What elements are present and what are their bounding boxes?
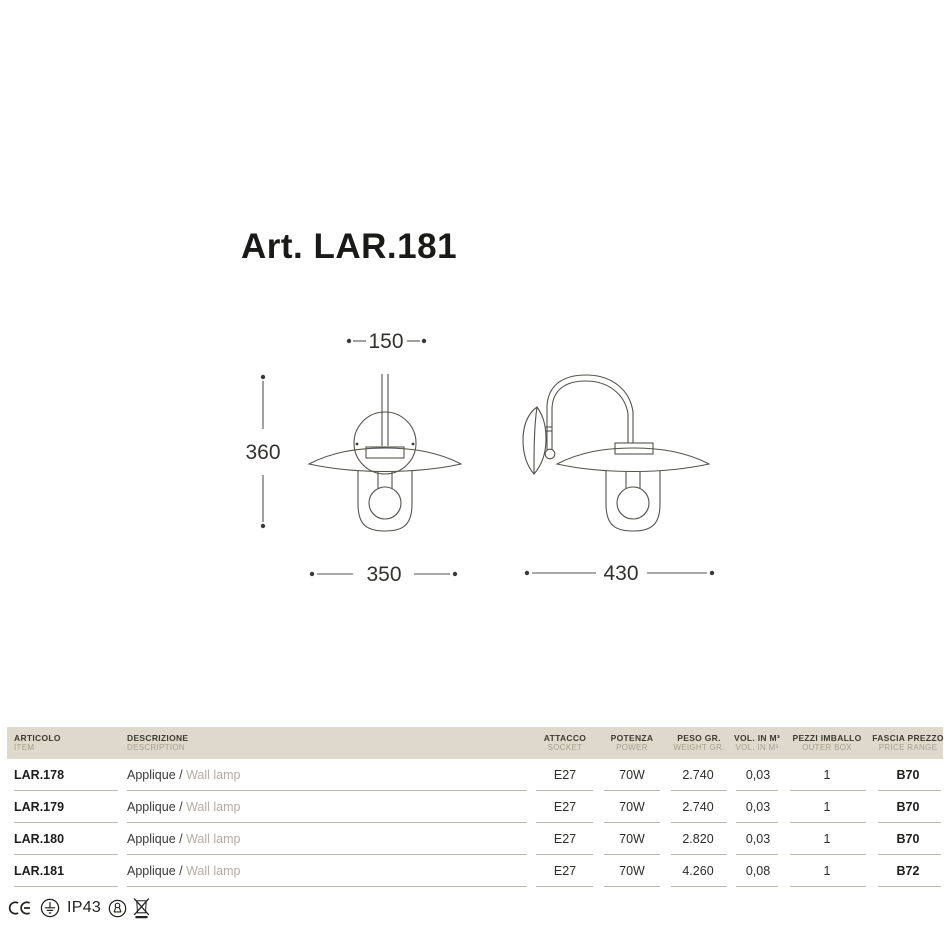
class1-earth-icon <box>40 898 60 918</box>
header-volume: VOL. IN M³ VOL. IN M³ <box>734 733 780 752</box>
dimension-label-bottom-width: 350 <box>366 563 402 586</box>
weee-crossed-bin-icon <box>132 897 151 920</box>
side-view-drawing <box>523 375 714 585</box>
table-row <box>0 759 950 791</box>
header-peso: PESO GR. WEIGHT GR. <box>673 733 725 752</box>
power-value: 70W <box>619 864 645 878</box>
item-description: Applique / Wall lamp <box>127 832 241 846</box>
socket-value: E27 <box>553 800 577 814</box>
side-depth-dimension <box>525 562 714 585</box>
weight-value: 2.820 <box>682 832 714 846</box>
socket-value: E27 <box>553 768 577 782</box>
front-view-drawing <box>245 330 461 586</box>
item-description: Applique / Wall lamp <box>127 864 241 878</box>
front-height-dimension <box>245 375 280 528</box>
power-value: 70W <box>619 768 645 782</box>
item-description: Applique / Wall lamp <box>127 768 241 782</box>
weight-value: 4.260 <box>682 864 714 878</box>
row-divider <box>14 886 118 887</box>
header-pezzi-imballo: PEZZI IMBALLO OUTER BOX <box>792 733 862 752</box>
table-row <box>0 855 950 887</box>
price-range-value: B70 <box>896 768 920 782</box>
weight-value: 2.740 <box>682 768 714 782</box>
socket-value: E27 <box>553 864 577 878</box>
ip-rating-label: IP43 <box>67 899 102 916</box>
table-row <box>0 791 950 823</box>
price-range-value: B72 <box>896 864 920 878</box>
lamp-symbol-icon <box>108 899 127 918</box>
header-fascia-prezzo: FASCIA PREZZO PRICE RANGE <box>872 733 944 752</box>
outer-box-value: 1 <box>823 800 831 814</box>
page-title: Art. LAR.181 <box>241 227 458 266</box>
header-potenza: POTENZA POWER <box>610 733 654 752</box>
table-row <box>0 823 950 855</box>
outer-box-value: 1 <box>823 864 831 878</box>
dimension-label-height: 360 <box>245 441 281 464</box>
certification-icons <box>8 894 151 922</box>
volume-value: 0,03 <box>745 800 771 814</box>
spec-table-header <box>7 727 943 759</box>
volume-value: 0,03 <box>745 832 771 846</box>
ce-mark-icon <box>8 899 35 917</box>
item-code: LAR.180 <box>14 832 65 846</box>
header-articolo: ARTICOLO ITEM <box>14 733 61 752</box>
dimension-label-depth: 430 <box>603 562 639 585</box>
front-bottom-dimension <box>310 563 457 586</box>
item-description: Applique / Wall lamp <box>127 800 241 814</box>
volume-value: 0,03 <box>745 768 771 782</box>
outer-box-value: 1 <box>823 768 831 782</box>
power-value: 70W <box>619 832 645 846</box>
weight-value: 2.740 <box>682 800 714 814</box>
item-code: LAR.179 <box>14 800 65 814</box>
header-attacco: ATTACCO SOCKET <box>543 733 587 752</box>
outer-box-value: 1 <box>823 832 831 846</box>
volume-value: 0,08 <box>745 864 771 878</box>
price-range-value: B70 <box>896 800 920 814</box>
item-code: LAR.178 <box>14 768 65 782</box>
item-code: LAR.181 <box>14 864 65 878</box>
socket-value: E27 <box>553 832 577 846</box>
power-value: 70W <box>619 800 645 814</box>
front-top-dimension <box>347 330 426 353</box>
price-range-value: B70 <box>896 832 920 846</box>
header-descrizione: DESCRIZIONE DESCRIPTION <box>127 733 189 752</box>
dimension-label-top-width: 150 <box>368 330 404 353</box>
